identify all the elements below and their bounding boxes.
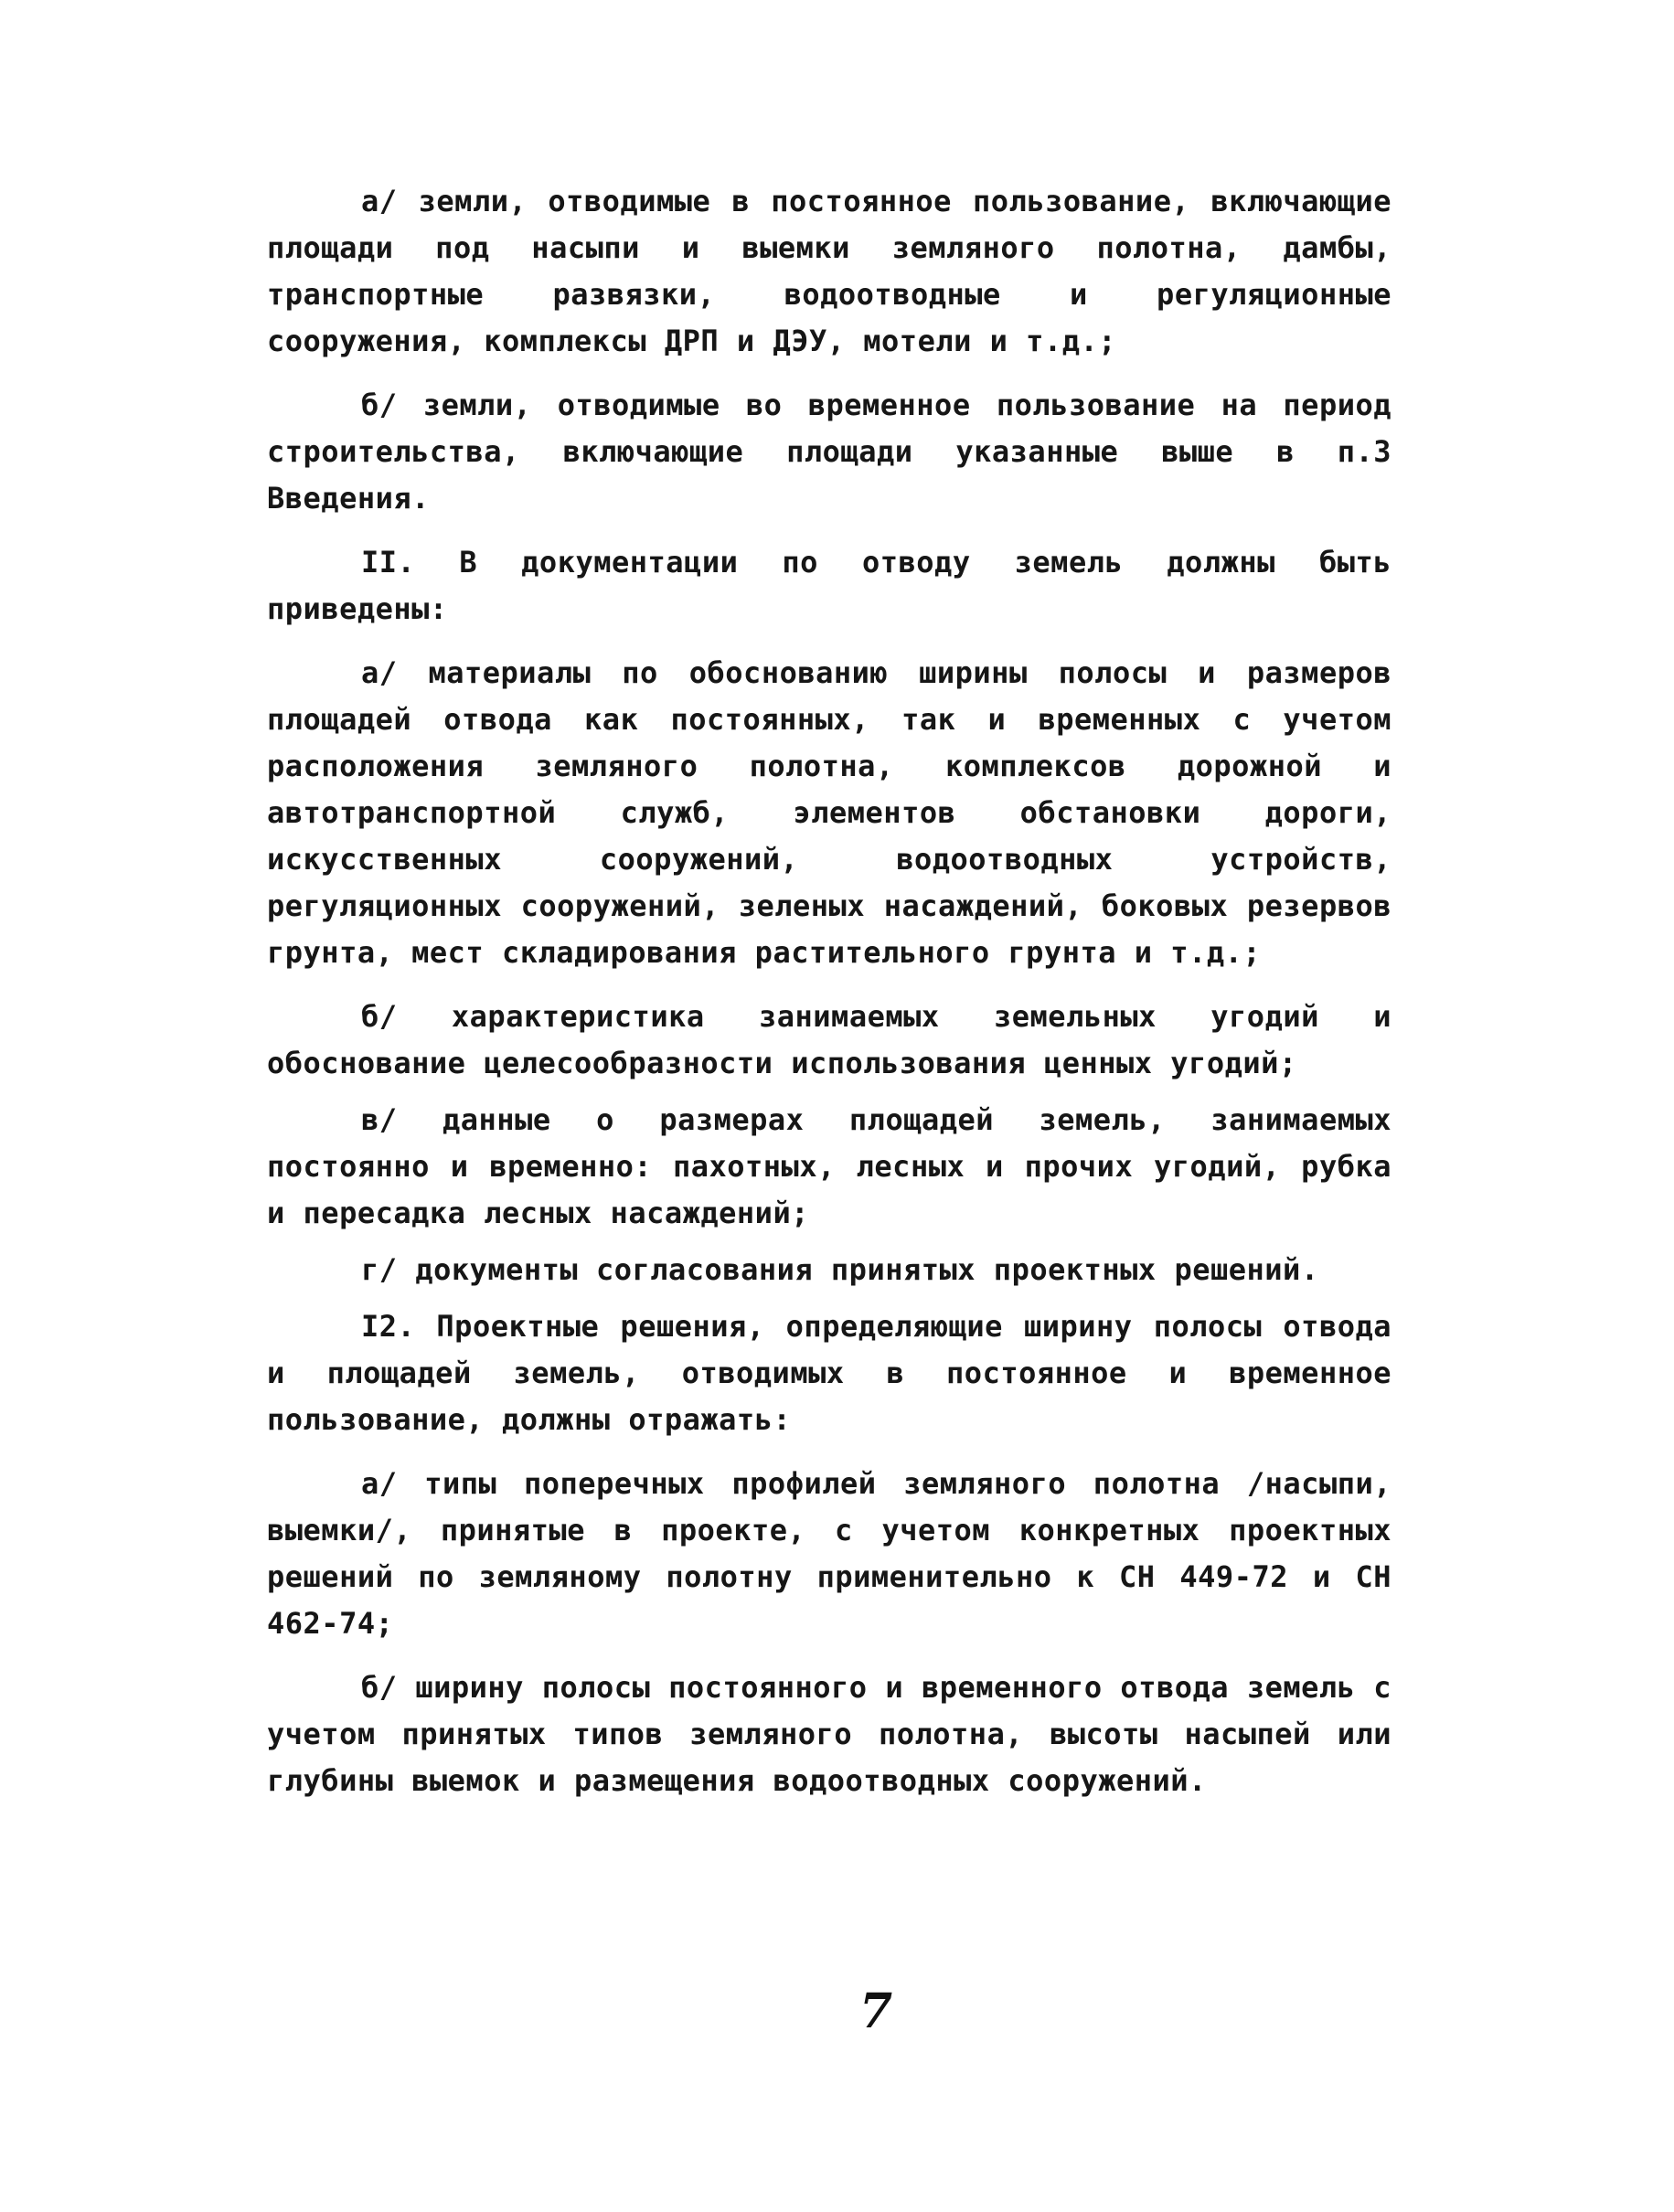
document-body xyxy=(267,178,1410,1822)
paragraph-11a-materials: а/ материалы по обоснованию ширины полосы и размеров площадей отвода как постоянных, так и временных с учетом расположения земляного полотна, комплексов дорожной и автотранспортной служб, элементов обстановки дороги, искусственных сооружений, водоотводных устройств, регуляционных сооружений, зеленых насаждений, боковых резервов грунта, мест складирования растительного грунта и т.д.; xyxy=(267,655,1410,970)
paragraph-11b-land-characteristics: б/ характеристика занимаемых земельных угодий и обоснование целесообразности использования ценных угодий; xyxy=(267,999,1410,1080)
clause-12-heading: I2. Проектные решения, определяющие ширину полосы отвода и площадей земель, отводимых в постоянное и временное пользование, должны отражать: xyxy=(267,1309,1410,1437)
paragraph-12a-cross-sections: а/ типы поперечных профилей земляного полотна /насыпи, выемки/, принятые в проекте, с учетом конкретных проектных решений по земляному полотну применительно к СН 449-72 и СН 462-74; xyxy=(267,1466,1410,1641)
paragraph-a-permanent-land: а/ земли, отводимые в постоянное пользование, включающие площади под насыпи и выемки земляного полотна, дамбы, транспортные развязки, водоотводные и регуляционные сооружения, комплексы ДРП и ДЭУ, мотели и т.д.; xyxy=(267,184,1410,358)
clause-11-heading: II. В документации по отводу земель должны быть приведены: xyxy=(267,545,1410,626)
paragraph-11g-approval-documents: г/ документы согласования принятых проектных решений. xyxy=(361,1252,1319,1287)
paragraph-b-temporary-land: б/ земли, отводимые во временное пользование на период строительства, включающие площади указанные выше в п.3 Введения. xyxy=(267,388,1410,516)
page-number: 7 xyxy=(859,1983,893,2039)
paragraph-11v-area-data: в/ данные о размерах площадей земель, занимаемых постоянно и временно: пахотных, лесных и прочих угодий, рубка и пересадка лесных насаждений; xyxy=(267,1102,1410,1230)
paragraph-12b-strip-width: б/ ширину полосы постоянного и временного отвода земель с учетом принятых типов земляного полотна, высоты насыпей или глубины выемок и размещения водоотводных сооружений. xyxy=(267,1670,1410,1798)
